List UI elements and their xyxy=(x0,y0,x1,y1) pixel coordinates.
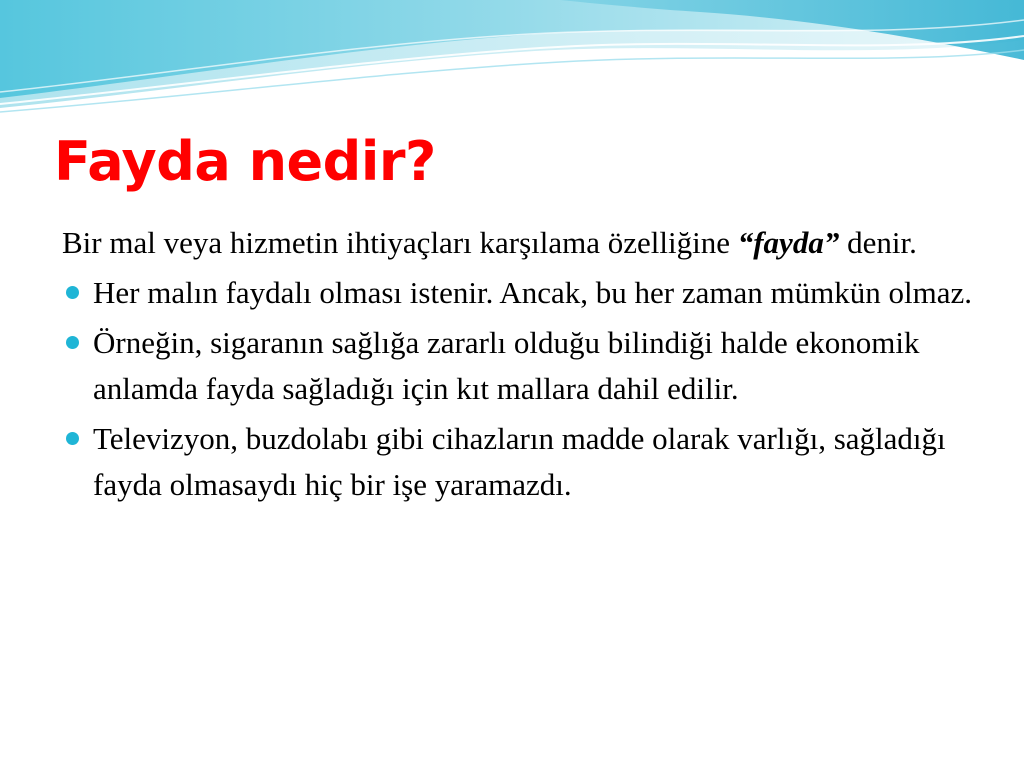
intro-paragraph xyxy=(62,220,982,266)
bullet-text: Televizyon, buzdolabı gibi cihazların madde olarak varlığı, sağladığı fayda olmasaydı hiç bir işe yaramazdı. xyxy=(93,421,946,502)
bullet-icon xyxy=(66,286,79,299)
intro-text-after: denir. xyxy=(839,225,917,260)
bullet-icon xyxy=(66,432,79,445)
decorative-wave-banner xyxy=(0,0,1024,120)
bullet-item xyxy=(62,320,982,412)
bullet-text: Her malın faydalı olması istenir. Ancak, bu her zaman mümkün olmaz. xyxy=(93,275,972,310)
bullet-text: Örneğin, sigaranın sağlığa zararlı olduğu bilindiği halde ekonomik anlamda fayda sağladığı için kıt mallara dahil edilir. xyxy=(93,325,920,406)
bullet-item xyxy=(62,270,982,316)
intro-text-before: Bir mal veya hizmetin ihtiyaçları karşılama özelliğine xyxy=(62,225,738,260)
bullet-item xyxy=(62,416,982,508)
bullet-icon xyxy=(66,336,79,349)
slide-body xyxy=(62,220,982,512)
intro-emphasis: “fayda” xyxy=(737,225,840,260)
slide-title: Fayda nedir? xyxy=(54,130,436,193)
